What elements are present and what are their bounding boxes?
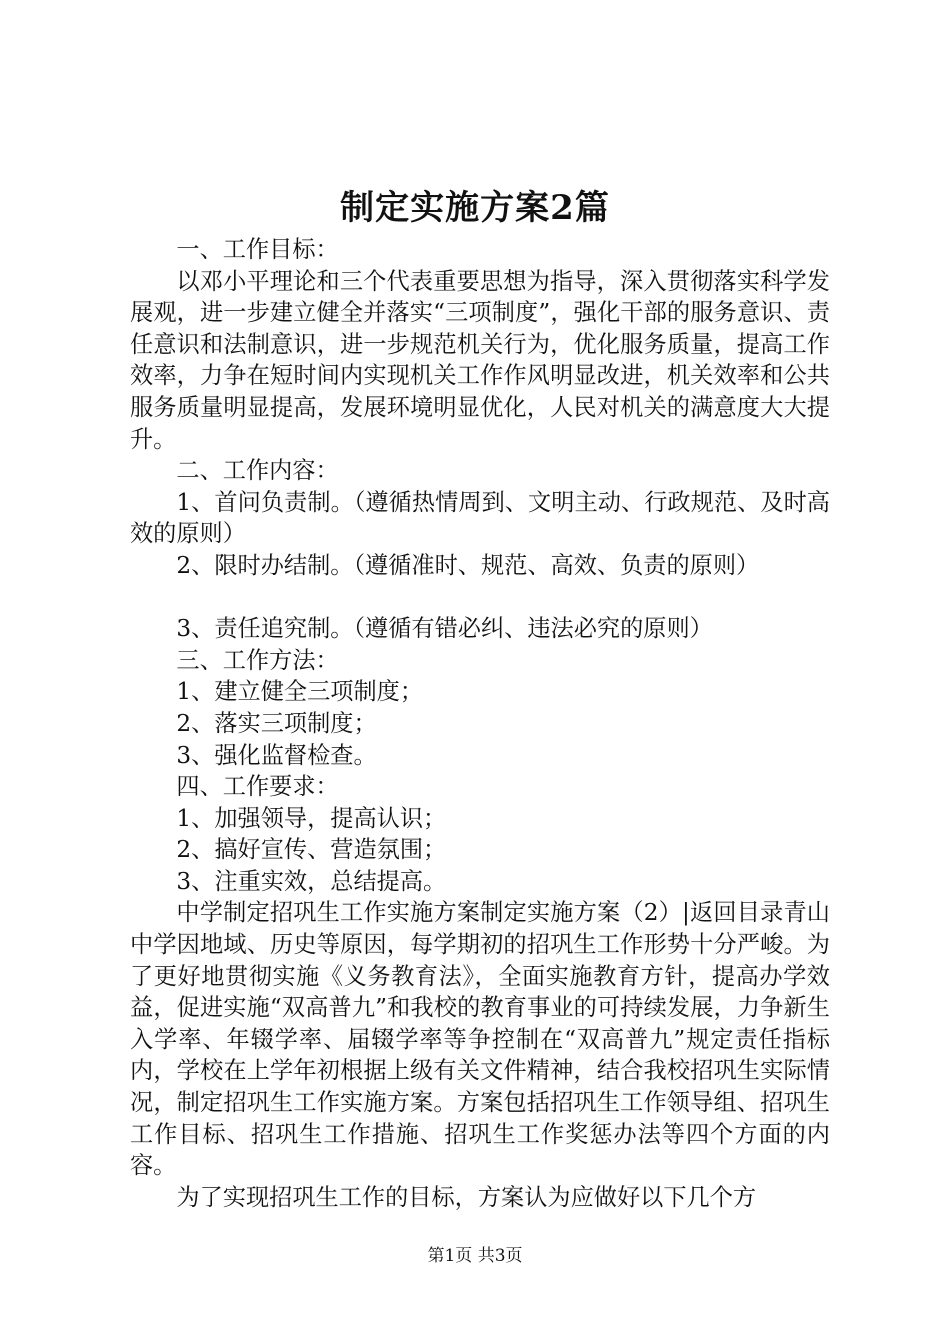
list-item-requirements-3: 3、注重实效，总结提高。 (176, 867, 447, 895)
section-heading-requirements: 四、工作要求： (176, 773, 339, 801)
list-item-methods-3: 3、强化监督检查。 (176, 741, 377, 769)
list-item-methods-2: 2、落实三项制度； (176, 709, 377, 737)
list-item-requirements-1: 1、加强领导，提高认识； (176, 804, 447, 832)
document-title: 制定实施方案2篇 (340, 188, 610, 228)
page-footer: 第1页 共3页 (427, 1246, 523, 1266)
paragraph-second-plan-continued: 为了实现招巩生工作的目标，方案认为应做好以下几个方 (176, 1183, 757, 1211)
section-heading-content: 二、工作内容： (176, 457, 339, 485)
list-item-requirements-2: 2、搞好宣传、营造氛围； (176, 836, 447, 864)
paragraph-goals: 以邓小平理论和三个代表重要思想为指导，深入贯彻落实科学发展观，进一步建立健全并落实“三项制度”，强化干部的服务意识、责任意识和法制意识，进一步规范机关行为，优化服务质量，提高工作效率，力争在短时间内实现机关工作作风明显改进，机关效率和公共服务质量明显提高，发展环境明显优化，人民对机关的满意度大大提升。 (130, 267, 830, 453)
section-heading-goals: 一、工作目标： (176, 236, 339, 263)
list-item-methods-1: 1、建立健全三项制度； (176, 678, 424, 706)
paragraph-second-plan: 中学制定招巩生工作实施方案制定实施方案（2）|返回目录青山中学因地域、历史等原因，每学期初的招巩生工作形势十分严峻。为了更好地贯彻实施《义务教育法》，全面实施教育方针，提高办学效益，促进实施“双高普九”和我校的教育事业的可持续发展，力争新生入学率、年辍学率、届辍学率等争控制在“双高普九”规定责任指标内，学校在上学年初根据上级有关文件精神，结合我校招巩生实际情况，制定招巩生工作实施方案。方案包括招巩生工作领导组、招巩生工作目标、招巩生工作措施、招巩生工作奖惩办法等四个方面的内容。 (130, 899, 830, 1180)
list-item-content-2: 2、限时办结制。（遵循准时、规范、高效、负责的原则） (176, 551, 760, 579)
list-item-content-1: 1、首问负责制。（遵循热情周到、文明主动、行政规范、及时高效的原则） (130, 488, 830, 548)
section-heading-methods: 三、工作方法： (176, 646, 339, 674)
list-item-content-3: 3、责任追究制。（遵循有错必纠、违法必究的原则） (176, 615, 713, 643)
document-body (130, 234, 830, 1213)
